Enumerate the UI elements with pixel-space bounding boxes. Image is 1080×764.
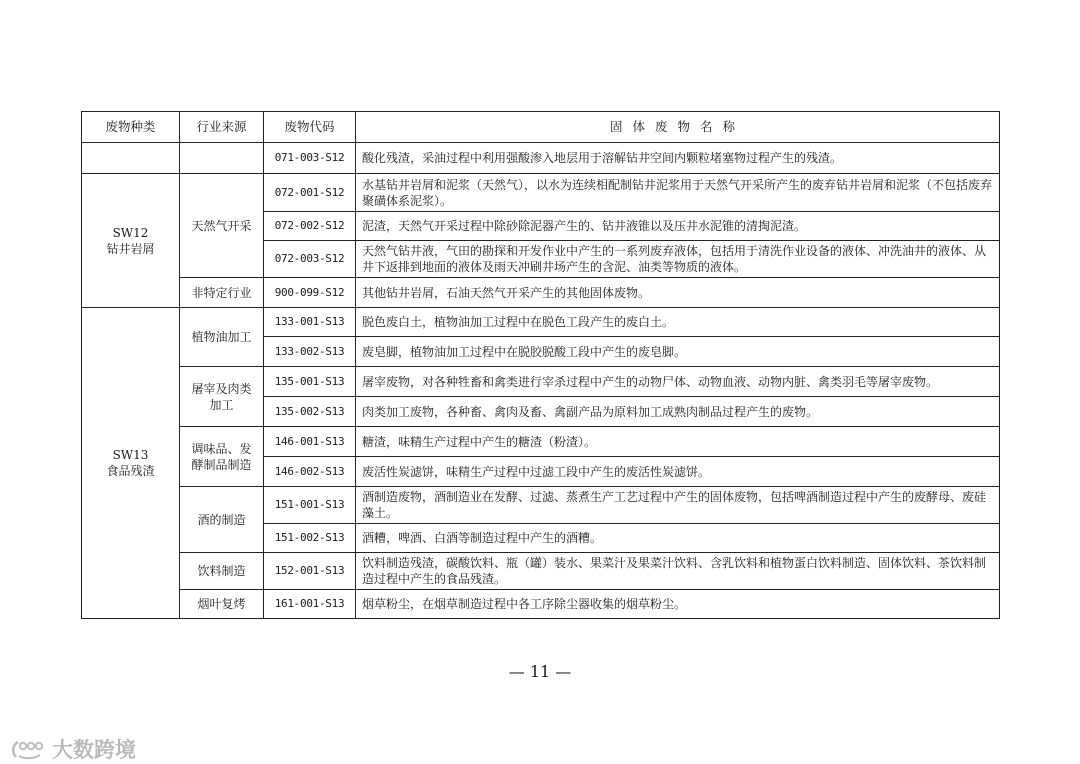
- industry-beverage: 饮料制造: [180, 553, 264, 590]
- category-code: SW12: [112, 225, 149, 240]
- table-row: [82, 308, 1000, 337]
- page-number: — 11 —: [508, 662, 572, 681]
- waste-code: 146-001-S13: [264, 427, 356, 457]
- industry-cell-empty: [180, 143, 264, 174]
- category-sw13: [82, 308, 180, 619]
- waste-description: 其他钻井岩屑，石油天然气开采产生的其他固体废物。: [356, 278, 1000, 308]
- industry-nonspecific: 非特定行业: [180, 278, 264, 308]
- watermark-logo-icon: [10, 737, 48, 761]
- industry-condiment: [180, 427, 264, 487]
- waste-code: 151-001-S13: [264, 487, 356, 524]
- category-sw12: [82, 174, 180, 308]
- waste-code: 133-001-S13: [264, 308, 356, 337]
- table-row: [82, 590, 1000, 619]
- header-category: 废物种类: [82, 112, 180, 143]
- industry-line: 屠宰及肉类: [191, 381, 252, 396]
- waste-description: 脱色废白土，植物油加工过程中在脱色工段产生的废白土。: [356, 308, 1000, 337]
- industry-natural-gas: 天然气开采: [180, 174, 264, 278]
- industry-veg-oil: 植物油加工: [180, 308, 264, 367]
- waste-description: 泥渣，天然气开采过程中除砂除泥器产生的、钻井液锥以及压井水泥锥的清掏泥渣。: [356, 212, 1000, 241]
- watermark-text: 大数跨境: [52, 738, 136, 762]
- waste-code: 152-001-S13: [264, 553, 356, 590]
- table-row: [82, 174, 1000, 212]
- waste-description: 酸化残渣，采油过程中利用强酸渗入地层用于溶解钻井空间内颗粒堵塞物过程产生的残渣。: [356, 143, 1000, 174]
- watermark: [10, 734, 136, 764]
- waste-code: 146-002-S13: [264, 457, 356, 487]
- industry-line: 酵制品制造: [191, 457, 252, 472]
- table-row: [82, 553, 1000, 590]
- waste-code: 161-001-S13: [264, 590, 356, 619]
- category-cell-empty: [82, 143, 180, 174]
- waste-description: 屠宰废物，对各种牲畜和禽类进行宰杀过程中产生的动物尸体、动物血液、动物内脏、禽类羽毛等屠宰废物。: [356, 367, 1000, 397]
- category-name: 钻井岩屑: [106, 241, 155, 256]
- category-code: SW13: [112, 448, 149, 462]
- waste-code: 151-002-S13: [264, 524, 356, 553]
- industry-tobacco: 烟叶复烤: [180, 590, 264, 619]
- waste-code: 133-002-S13: [264, 337, 356, 367]
- waste-code: 072-001-S12: [264, 174, 356, 212]
- category-name: 食品残渣: [106, 464, 155, 478]
- header-industry: 行业来源: [180, 112, 264, 143]
- table-row: [82, 143, 1000, 174]
- waste-description: 糖渣，味精生产过程中产生的糖渣（粉渣）。: [356, 427, 1000, 457]
- table-header-row: [82, 112, 1000, 143]
- waste-description: 水基钻井岩屑和泥浆（天然气），以水为连续相配制钻井泥浆用于天然气开采所产生的废弃钻井岩屑和泥浆（不包括废弃聚磺体系泥浆）。: [356, 174, 1000, 212]
- waste-description: 肉类加工废物，各种畜、禽肉及畜、禽副产品为原料加工成熟肉制品过程产生的废物。: [356, 397, 1000, 427]
- waste-description: 饮料制造残渣，碳酸饮料、瓶（罐）装水、果菜汁及果菜汁饮料、含乳饮料和植物蛋白饮料制造、固体饮料、茶饮料制造过程中产生的食品残渣。: [356, 553, 1000, 590]
- industry-line: 加工: [209, 397, 234, 412]
- waste-description: 酒制造废物，酒制造业在发酵、过滤、蒸煮生产工艺过程中产生的固体废物，包括啤酒制造过程中产生的废酵母、废硅藻土。: [356, 487, 1000, 524]
- waste-description: 酒糟，啤酒、白酒等制造过程中产生的酒糟。: [356, 524, 1000, 553]
- waste-description: 天然气钻井液，气田的勘探和开发作业中产生的一系列废弃液体，包括用于清洗作业设备的液体、冲洗油井的液体、从井下返排到地面的液体及雨天冲刷井场产生的含泥、油类等物质的液体。: [356, 241, 1000, 278]
- industry-liquor: 酒的制造: [180, 487, 264, 553]
- header-code: 废物代码: [264, 112, 356, 143]
- waste-code: 900-099-S12: [264, 278, 356, 308]
- table-row: [82, 278, 1000, 308]
- waste-description: 废活性炭滤饼，味精生产过程中过滤工段中产生的废活性炭滤饼。: [356, 457, 1000, 487]
- table-row: [82, 427, 1000, 457]
- waste-code: 135-001-S13: [264, 367, 356, 397]
- industry-line: 调味品、发: [191, 441, 252, 456]
- waste-code: 072-003-S12: [264, 241, 356, 278]
- table-row: [82, 487, 1000, 524]
- header-name: 固体废物名称: [356, 112, 1000, 143]
- table-row: [82, 367, 1000, 397]
- waste-code: 071-003-S12: [264, 143, 356, 174]
- waste-code: 072-002-S12: [264, 212, 356, 241]
- waste-code: 135-002-S13: [264, 397, 356, 427]
- solid-waste-table: [81, 111, 1000, 619]
- waste-description: 烟草粉尘，在烟草制造过程中各工序除尘器收集的烟草粉尘。: [356, 590, 1000, 619]
- industry-slaughter: [180, 367, 264, 427]
- waste-description: 废皂脚，植物油加工过程中在脱胶脱酸工段中产生的废皂脚。: [356, 337, 1000, 367]
